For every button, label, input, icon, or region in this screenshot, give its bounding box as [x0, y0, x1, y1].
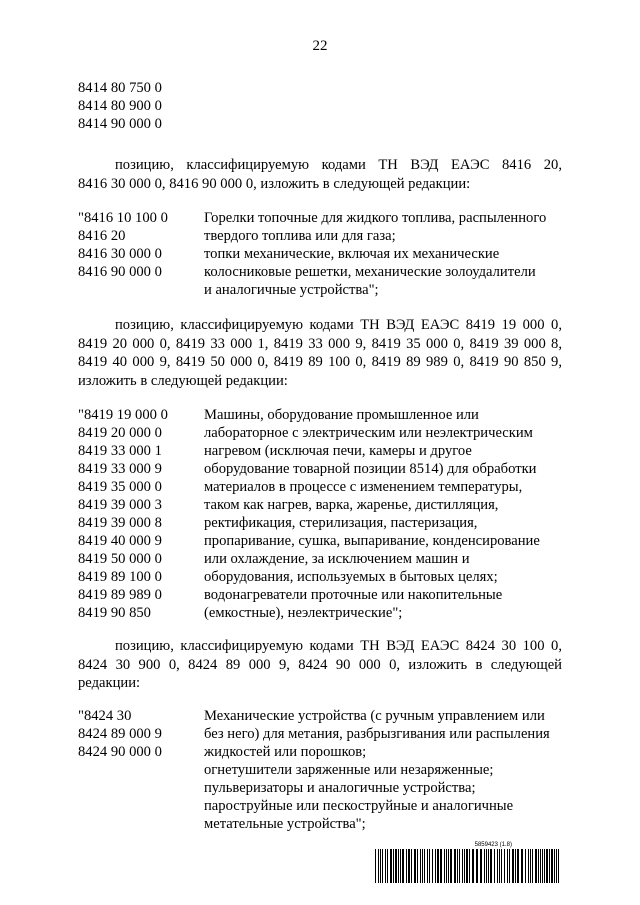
description-line: пульверизаторы и аналогичные устройства;	[204, 780, 476, 796]
code-line: 8419 40 000 9	[78, 533, 162, 549]
page-number: 22	[312, 38, 328, 54]
code-line: "8424 30	[78, 708, 132, 724]
code-line: 8419 90 850	[78, 605, 151, 621]
code-line: 8419 89 989 0	[78, 587, 162, 603]
code-line: 8419 39 000 8	[78, 515, 162, 531]
paragraph	[78, 156, 562, 193]
description-line: материалов в процессе с изменением температуры,	[204, 479, 523, 495]
paragraph-line: позицию, классифицируемую кодами ТН ВЭД ЕАЭС 8424 30 100 0,	[115, 638, 562, 654]
paragraph-line: позицию, классифицируемую кодами ТН ВЭД ЕАЭС 8416 20,	[115, 157, 562, 173]
paragraph	[78, 316, 562, 390]
code-line: 8419 33 000 9	[78, 461, 162, 477]
code-line: 8414 90 000 0	[78, 116, 162, 132]
code-line: 8419 50 000 0	[78, 551, 162, 567]
code-line: "8419 19 000 0	[78, 407, 168, 423]
description-line: топки механические, включая их механические	[204, 246, 500, 262]
description-line: ректификация, стерилизация, пастеризация,	[204, 515, 478, 531]
code-line: 8419 33 000 1	[78, 443, 162, 459]
code-line: 8419 20 000 0	[78, 425, 162, 441]
paragraph-line: 8416 30 000 0, 8416 90 000 0, изложить в следующей редакции:	[78, 175, 471, 192]
barcode-icon	[374, 849, 562, 883]
description-line: пароструйные или пескоструйные и аналогичные	[204, 798, 514, 814]
paragraph	[78, 637, 562, 693]
code-line: "8416 10 100 0	[78, 210, 168, 226]
description-line: лабораторное с электрическим или неэлектрическим	[204, 425, 533, 441]
code-line: 8416 90 000 0	[78, 264, 162, 280]
code-line: 8416 30 000 0	[78, 246, 162, 262]
description-line: огнетушители заряженные или незаряженные;	[204, 762, 494, 778]
description-line: без него) для метания, разбрызгивания или распыления	[204, 726, 550, 742]
code-line: 8414 80 750 0	[78, 80, 162, 96]
paragraph-line: 8424 30 900 0, 8424 89 000 9, 8424 90 000 0, изложить в следующей	[78, 656, 562, 673]
description-line: водонагреватели проточные или накопительные	[204, 587, 503, 603]
description-line: Механические устройства (с ручным управлением или	[204, 708, 545, 724]
description-line: (емкостные), неэлектрические";	[204, 605, 403, 621]
barcode-block	[374, 842, 562, 883]
paragraph-line: редакции:	[78, 675, 141, 691]
code-line: 8424 89 000 9	[78, 726, 162, 742]
description-line: таком как нагрев, варка, жаренье, дистилляция,	[204, 497, 499, 513]
description-line: Горелки топочные для жидкого топлива, распыленного	[204, 210, 547, 226]
description-line: жидкостей или порошков;	[204, 744, 367, 760]
description-line: оборудование товарной позиции 8514) для обработки	[204, 461, 537, 477]
description-line: твердого топлива или для газа;	[204, 228, 396, 244]
description-line: или охлаждение, за исключением машин и	[204, 551, 470, 567]
description-line: метательные устройства";	[204, 816, 366, 832]
code-line: 8414 80 900 0	[78, 98, 162, 114]
barcode-label: 5859423 (1.8)	[474, 842, 512, 848]
paragraph-line: 8419 20 000 0, 8419 33 000 1, 8419 33 000 9, 8419 35 000 0, 8419 39 000 8,	[78, 335, 562, 352]
code-line: 8419 39 000 3	[78, 497, 162, 513]
paragraph-line: изложить в следующей редакции:	[78, 372, 288, 389]
description-line: и аналогичные устройства";	[204, 282, 379, 298]
description-line: колосниковые решетки, механические золоудалители	[204, 264, 536, 280]
description-line: оборудования, используемых в бытовых целях;	[204, 569, 498, 585]
description-line: нагревом (исключая печи, камеры и другое	[204, 443, 472, 459]
paragraph-line: позицию, классифицируемую кодами ТН ВЭД ЕАЭС 8419 19 000 0,	[115, 317, 562, 333]
code-line: 8419 89 100 0	[78, 569, 162, 585]
code-line: 8424 90 000 0	[78, 744, 162, 760]
description-line: пропаривание, сушка, выпаривание, конденсирование	[204, 533, 540, 549]
code-line: 8416 20	[78, 228, 126, 244]
paragraph-line: 8419 40 000 9, 8419 50 000 0, 8419 89 100 0, 8419 89 989 0, 8419 90 850 9,	[78, 354, 562, 370]
description-line: Машины, оборудование промышленное или	[204, 407, 479, 423]
code-line: 8419 35 000 0	[78, 479, 162, 495]
